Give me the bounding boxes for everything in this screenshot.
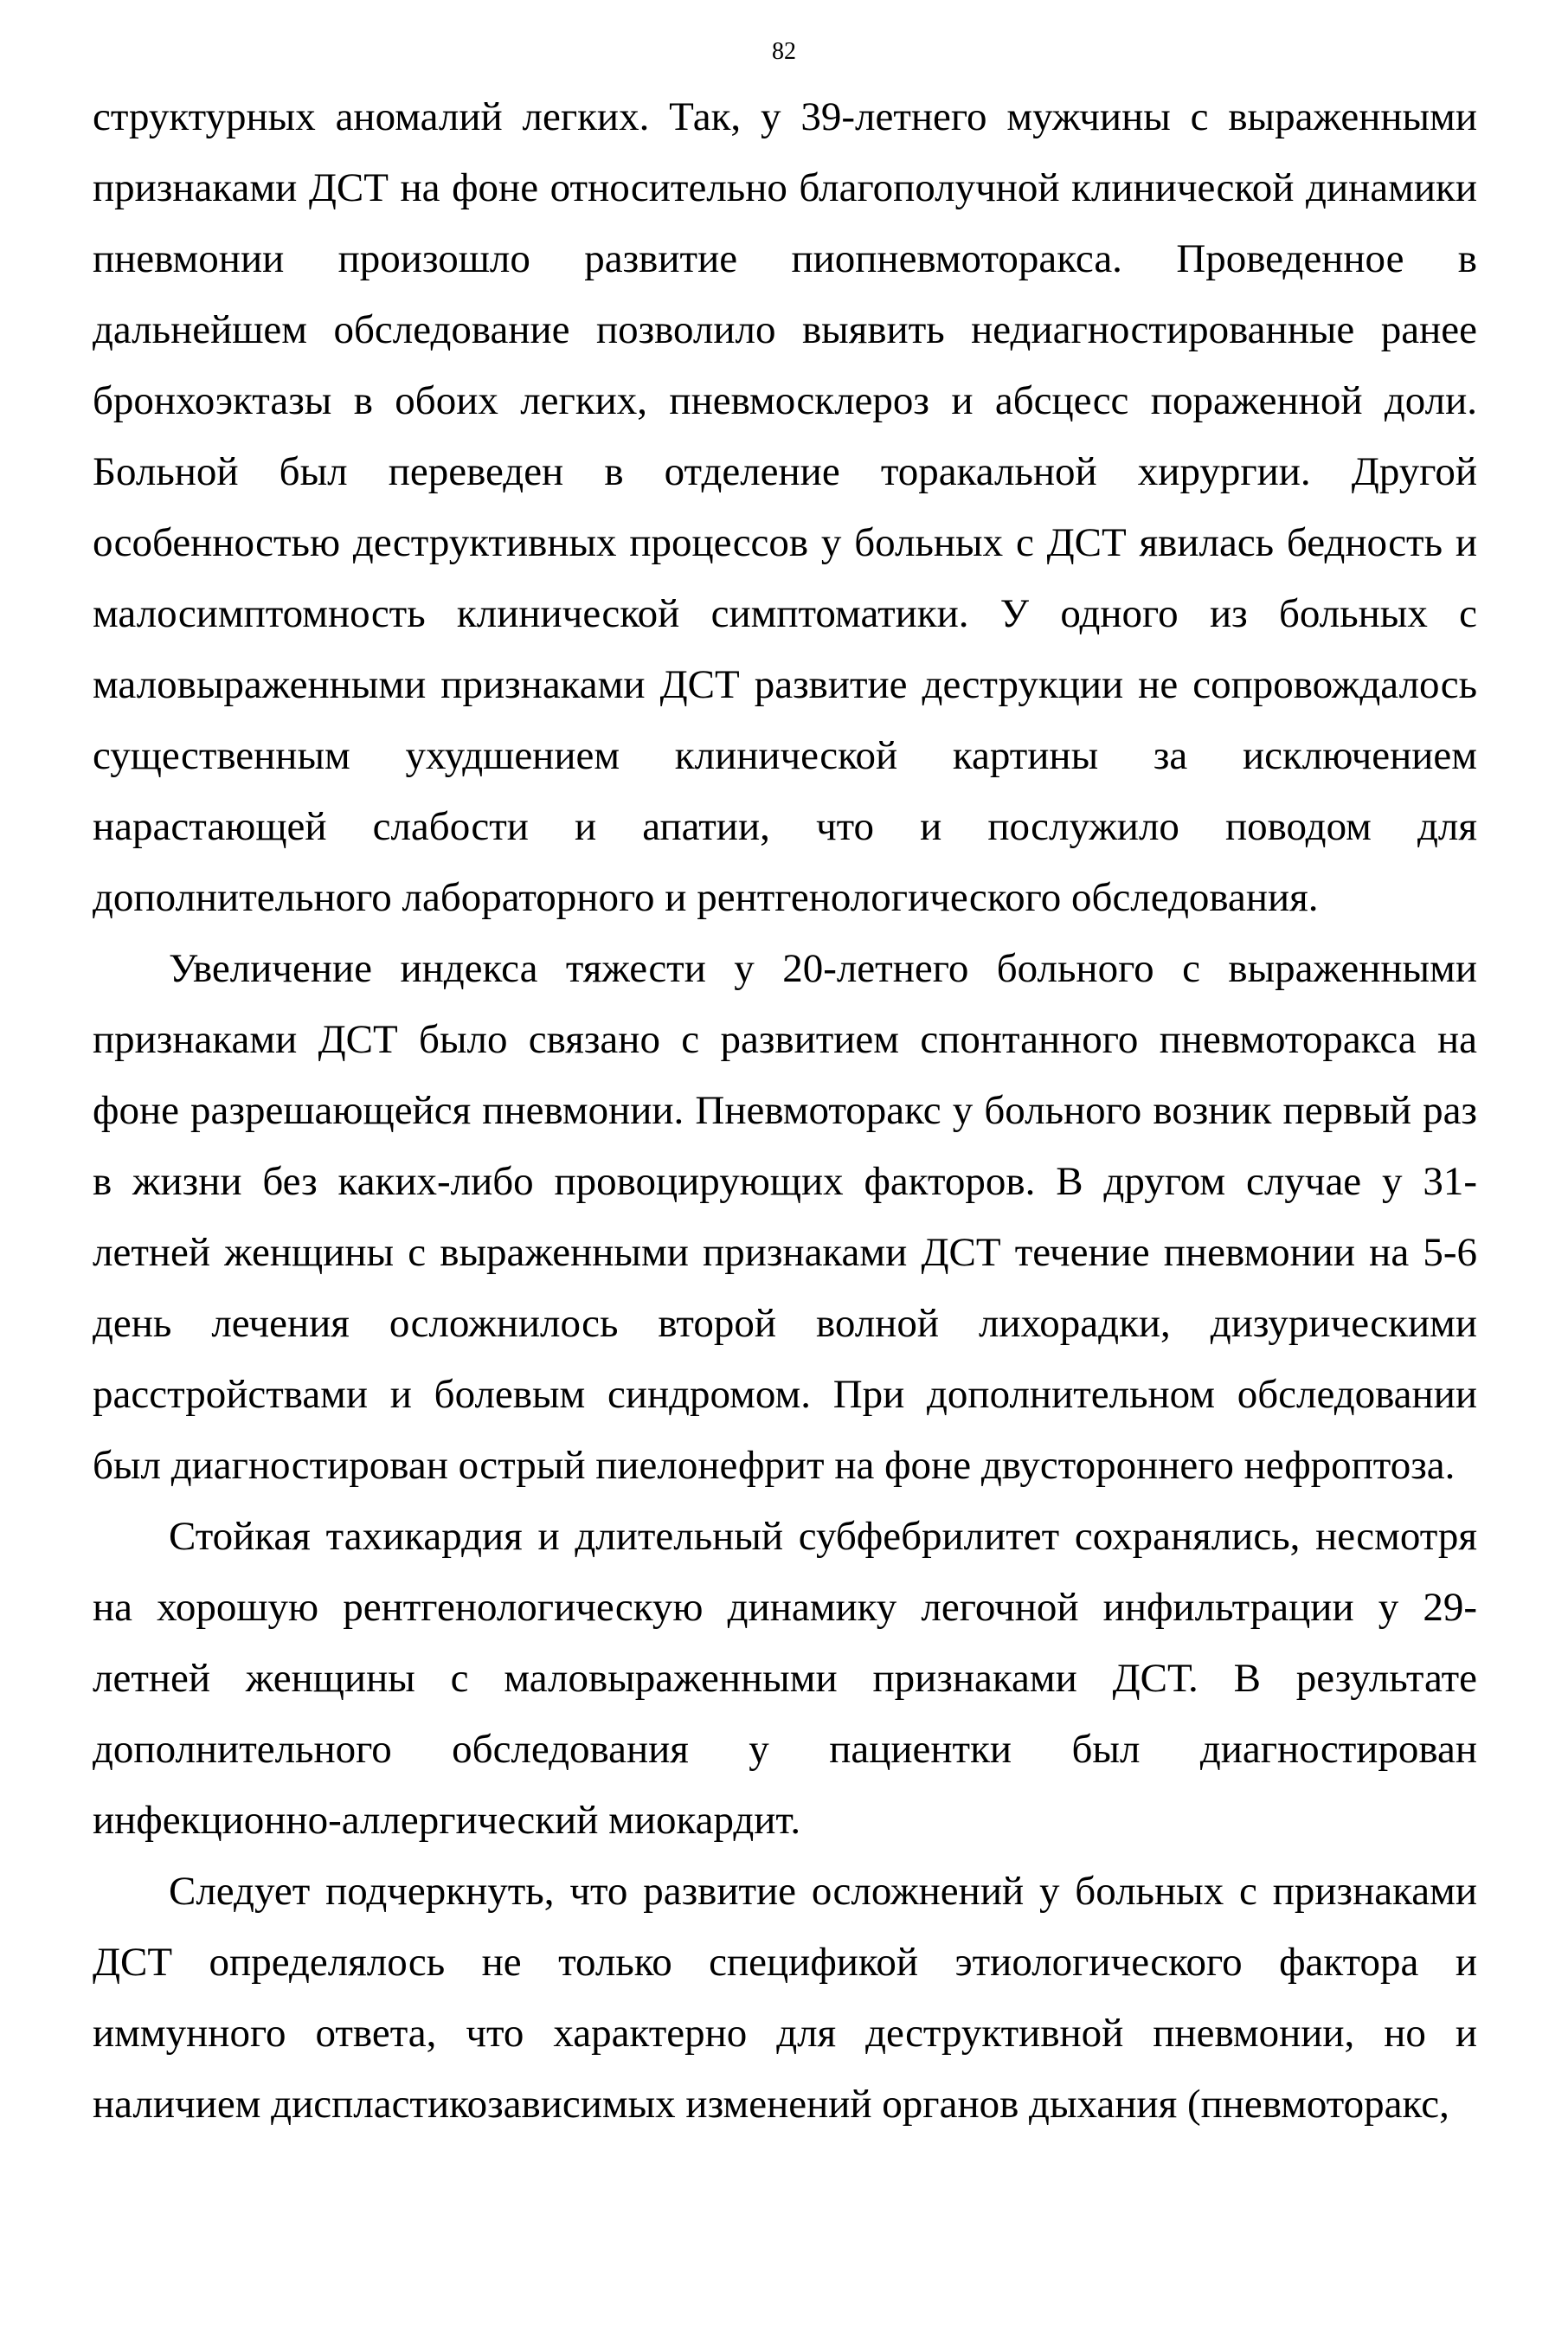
paragraph-2: Увеличение индекса тяжести у 20-летнего больного с выраженными признаками ДСТ было связано с развитием спонтанного пневмоторакса на фоне разрешающейся пневмонии. Пневмоторакс у больного возник первый раз в жизни без каких-либо провоцирующих факторов. В другом случае у 31-летней женщины с выраженными признаками ДСТ течение пневмонии на 5-6 день лечения осложнилось второй волной лихорадки, дизурическими расстройствами и болевым синдромом. При дополнительном обследовании был диагностирован острый пиелонефрит на фоне двустороннего нефроптоза. [93,946,1477,1488]
paragraph-4: Следует подчеркнуть, что развитие осложнений у больных с признаками ДСТ определялось не только спецификой этиологического фактора и иммунного ответа, что характерно для деструктивной пневмонии, но и наличием диспластикозависимых изменений органов дыхания (пневмоторакс, [93,1869,1477,2127]
paragraph-1: структурных аномалий легких. Так, у 39-летнего мужчины с выраженными признаками ДСТ на фоне относительно благополучной клинической динамики пневмонии произошло развитие пиопневмоторакса. Проведенное в дальнейшем обследование позволило выявить недиагностированные ранее бронхоэктазы в обоих легких, пневмосклероз и абсцесс пораженной доли. Больной был переведен в отделение торакальной хирургии. Другой особенностью деструктивных процессов у больных с ДСТ явилась бедность и малосимптомность клинической симптоматики. У одного из больных с маловыраженными признаками ДСТ развитие деструкции не сопровождалось существенным ухудшением клинической картины за исключением нарастающей слабости и апатии, что и послужило поводом для дополнительного лабораторного и рентгенологического обследования. [93,94,1477,920]
page-number: 82 [772,38,796,65]
body-text [93,81,1477,2140]
paragraph-3: Стойкая тахикардия и длительный субфебрилитет сохранялись, несмотря на хорошую рентгенологическую динамику легочной инфильтрации у 29-летней женщины с маловыраженными признаками ДСТ. В результате дополнительного обследования у пациентки был диагностирован инфекционно-аллергический миокардит. [93,1514,1477,1843]
